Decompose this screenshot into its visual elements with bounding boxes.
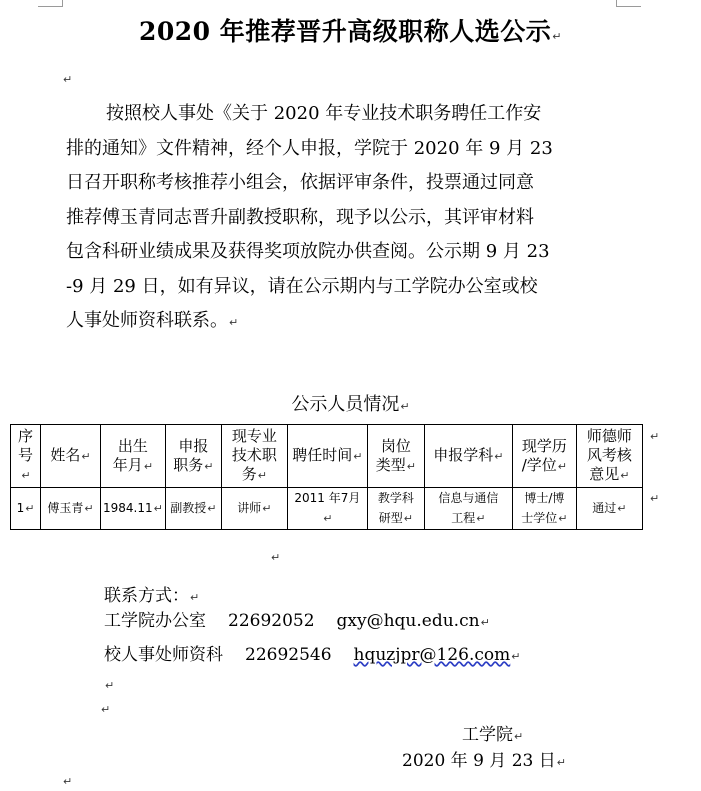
- body-paragraph: [66, 97, 618, 341]
- contact-heading: 联系方式：↵: [104, 586, 200, 606]
- empty-paragraph: [62, 68, 72, 87]
- body-line: 包含科研业绩成果及获得奖项放院办供查阅。公示期 9 月 23: [66, 241, 550, 262]
- empty-paragraph: [62, 770, 72, 789]
- paragraph-mark-icon: ↵: [480, 616, 490, 629]
- body-line: 推荐傅玉青同志晋升副教授职称，现予以公示，其评审材料: [66, 206, 534, 228]
- paragraph-mark-icon: ↵: [207, 502, 217, 515]
- paragraph-mark-icon: ↵: [21, 469, 31, 482]
- paragraph-mark-icon: ↵: [153, 502, 163, 515]
- contact-line: [104, 606, 490, 631]
- contact-line: [104, 640, 521, 665]
- signature-date: 2020 年 9 月 23 日↵: [402, 751, 566, 771]
- row-end-mark-icon: ↵: [650, 430, 660, 443]
- page-corner-mark-left: [38, 0, 63, 7]
- table-title: 公示人员情况↵: [291, 394, 410, 415]
- paragraph-mark-icon: ↵: [63, 73, 73, 86]
- paragraph-mark-icon: ↵: [406, 459, 416, 473]
- paragraph-mark-icon: ↵: [552, 30, 562, 43]
- empty-paragraph: [270, 546, 280, 565]
- paragraph-mark-icon: ↵: [105, 679, 115, 692]
- table-header-cell: 岗位 类型↵: [367, 425, 424, 488]
- table-header-cell: 出生 年月↵: [101, 425, 166, 488]
- table-row: [11, 488, 643, 530]
- paragraph-mark-icon: ↵: [353, 450, 363, 463]
- paragraph-mark-icon: ↵: [101, 703, 111, 716]
- empty-paragraph: [100, 698, 110, 717]
- table-header-cell: 现专业 技术职 务↵: [221, 425, 287, 488]
- contact-email: hquzjpr@126.com: [353, 645, 511, 665]
- signature-org: 工学院↵: [462, 725, 524, 745]
- paragraph-mark-icon: ↵: [556, 756, 566, 769]
- paragraph-mark-icon: ↵: [617, 502, 627, 515]
- paragraph-mark-icon: ↵: [323, 512, 333, 525]
- contact-phone: 22692052: [228, 611, 315, 631]
- table-header-cell: 师德师 风考核 意见↵: [576, 425, 642, 488]
- paragraph-mark-icon: ↵: [620, 469, 630, 482]
- table-cell: 1984.11↵: [101, 488, 166, 530]
- paragraph-mark-icon: ↵: [494, 450, 504, 463]
- table-cell: 讲师↵: [221, 488, 287, 530]
- paragraph-mark-icon: ↵: [262, 502, 272, 515]
- contact-org: 工学院办公室: [104, 611, 206, 631]
- page-corner-mark-right: [616, 0, 641, 7]
- paragraph-mark-icon: ↵: [81, 450, 91, 463]
- table-header-cell: 序 号↵: [11, 425, 41, 488]
- paragraph-mark-icon: ↵: [514, 730, 524, 743]
- table-cell: 2011 年7月↵: [287, 488, 367, 530]
- paragraph-mark-icon: ↵: [257, 469, 267, 482]
- table-header-cell: 申报 职务↵: [165, 425, 221, 488]
- table-cell: 傅玉青↵: [41, 488, 101, 530]
- table-cell: 副教授↵: [165, 488, 221, 530]
- body-line: -9 月 29 日，如有异议，请在公示期内与工学院办公室或校: [66, 275, 538, 297]
- body-line: 日召开职称考核推荐小组会，依据评审条件，投票通过同意: [66, 172, 534, 193]
- row-end-mark-icon: ↵: [650, 492, 660, 505]
- paragraph-mark-icon: ↵: [271, 551, 281, 564]
- paragraph-mark-icon: ↵: [403, 512, 413, 525]
- body-line: 按照校人事处《关于 2020 年专业技术职务聘任工作安: [106, 103, 542, 124]
- candidate-table: [10, 424, 643, 530]
- paragraph-mark-icon: ↵: [190, 591, 200, 604]
- document-title: 2020 年推荐晋升高级职称人选公示↵: [138, 17, 562, 46]
- paragraph-mark-icon: ↵: [143, 459, 154, 473]
- paragraph-mark-icon: ↵: [557, 459, 567, 473]
- body-line-last: 人事处师资科联系。↵: [66, 310, 239, 331]
- paragraph-mark-icon: ↵: [558, 512, 568, 525]
- contact-phone: 22692546: [245, 645, 332, 665]
- table-cell: 信息与通信 工程↵: [424, 488, 512, 530]
- paragraph-mark-icon: ↵: [204, 459, 214, 473]
- table-cell: 教学科 研型↵: [367, 488, 424, 530]
- paragraph-mark-icon: ↵: [511, 650, 521, 663]
- table-cell: 博士/博 士学位↵: [512, 488, 576, 530]
- table-header-cell: 申报学科↵: [424, 425, 512, 488]
- paragraph-mark-icon: ↵: [400, 400, 410, 413]
- body-line: 排的通知》文件精神，经个人申报，学院于 2020 年 9 月 23: [66, 137, 553, 159]
- empty-paragraph: [104, 674, 114, 693]
- paragraph-mark-icon: ↵: [63, 775, 73, 788]
- contact-email: gxy@hqu.edu.cn: [336, 611, 480, 631]
- contact-org: 校人事处师资科: [104, 645, 223, 665]
- paragraph-mark-icon: ↵: [25, 502, 35, 515]
- table-header-row: [11, 425, 643, 488]
- paragraph-mark-icon: ↵: [229, 316, 239, 329]
- paragraph-mark-icon: ↵: [476, 512, 486, 525]
- table-cell: 通过↵: [576, 488, 642, 530]
- table-header-cell: 姓名↵: [41, 425, 101, 488]
- paragraph-mark-icon: ↵: [84, 502, 94, 515]
- table-header-cell: 聘任时间↵: [287, 425, 367, 488]
- table-cell: 1↵: [11, 488, 41, 530]
- table-header-cell: 现学历 /学位↵: [512, 425, 576, 488]
